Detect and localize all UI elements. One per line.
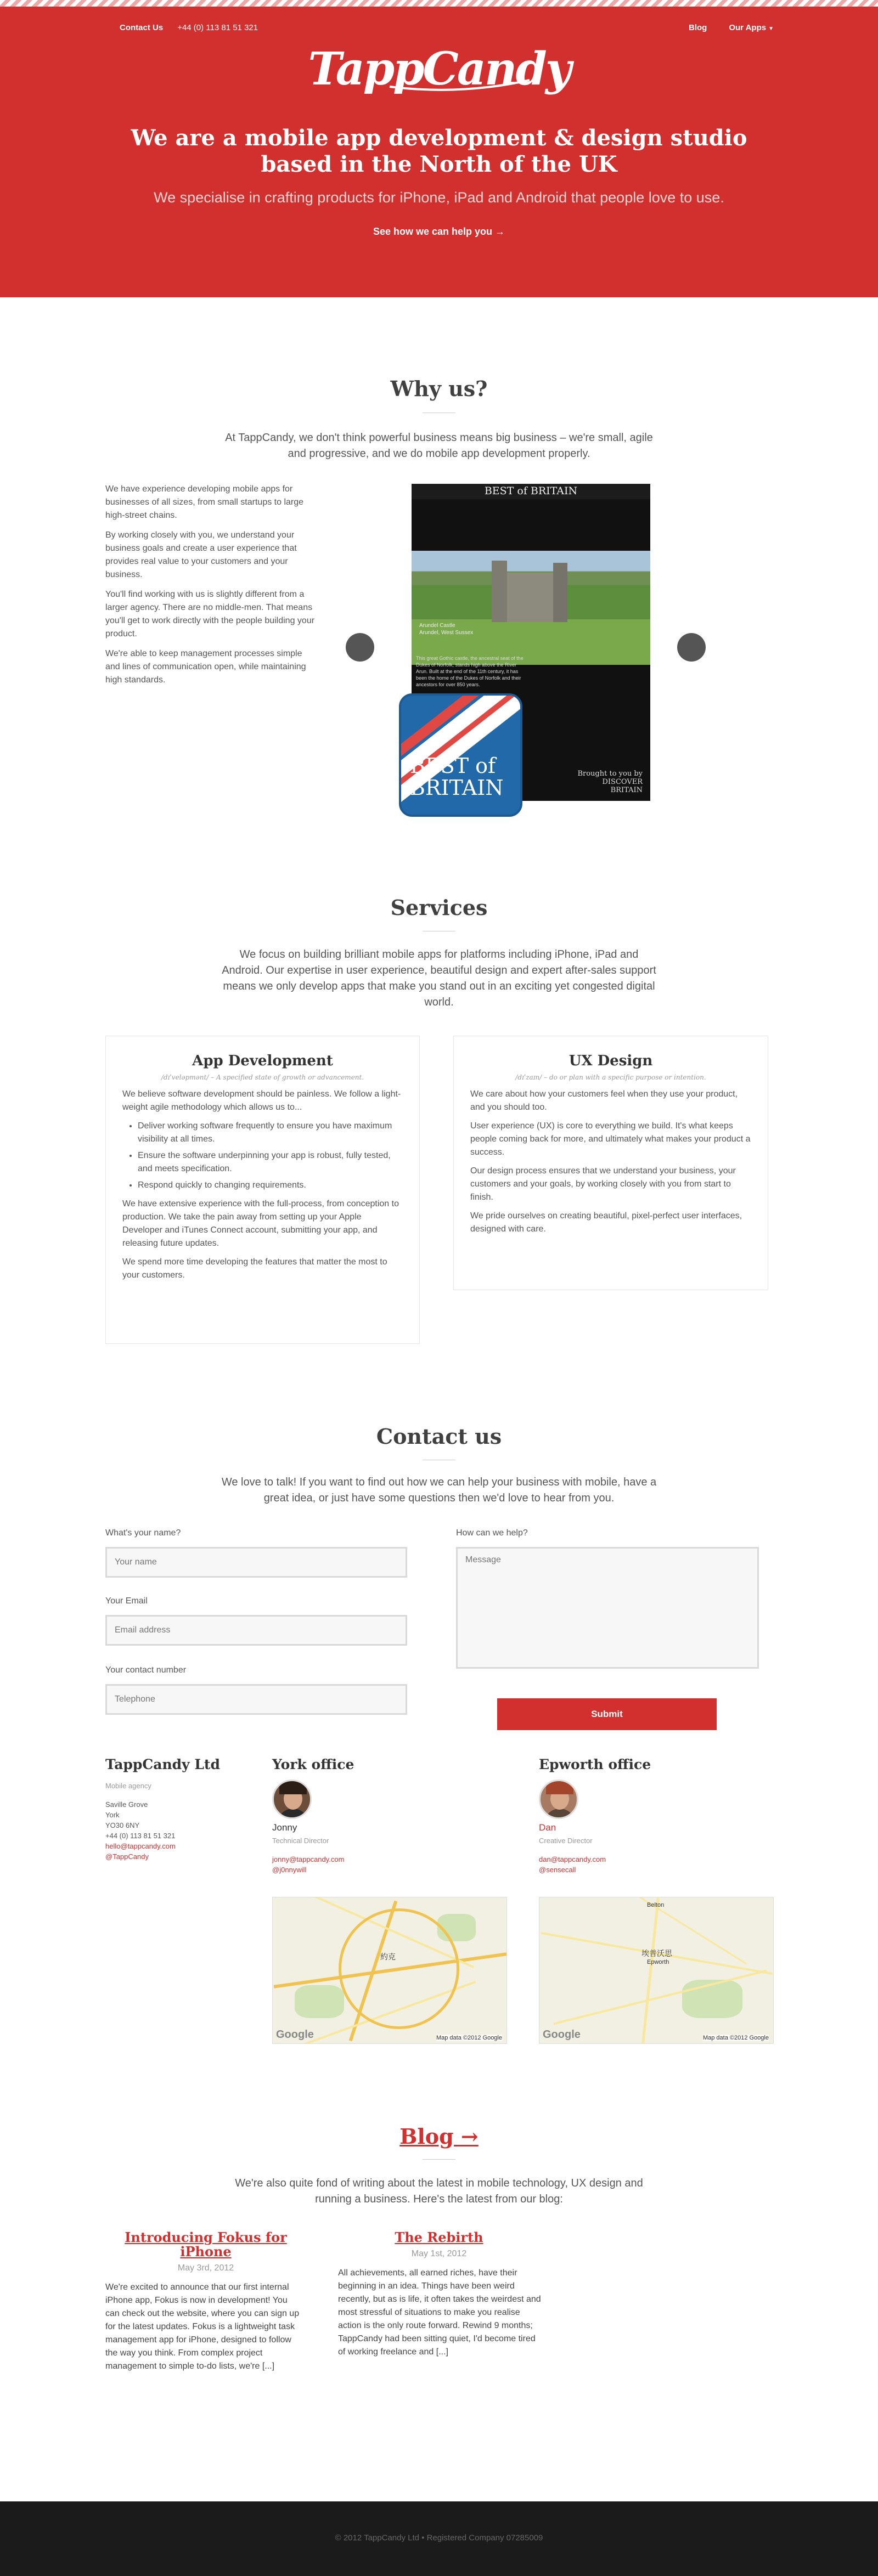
help-label: How can we help? xyxy=(456,1528,528,1538)
company-address xyxy=(105,1799,176,1862)
ux-design-text: We pride ourselves on creating beautiful, pixel-perfect user interfaces, designed with care. xyxy=(470,1211,742,1234)
hero-header xyxy=(0,0,878,297)
castle-illustration xyxy=(499,573,560,622)
blog-post-excerpt: All achievements, all earned riches, have their beginning in an idea. Things have been weird recently, but as is life, it often takes the weirdest and most stressful of situations to make you realise action is the only route forward. Rewind 9 months; TappCandy had been sitting quiet, I'd become tired of working freelance and [...] xyxy=(338,2268,541,2357)
map-town-label: Belton xyxy=(647,1902,665,1908)
avatar xyxy=(539,1780,578,1819)
message-textarea[interactable] xyxy=(456,1547,759,1669)
email-label: Your Email xyxy=(105,1596,148,1606)
ux-design-card xyxy=(453,1036,768,1290)
agile-benefits-list xyxy=(138,1120,403,1192)
name-label: What's your name? xyxy=(105,1528,181,1538)
blog-post-title-link[interactable]: The Rebirth xyxy=(395,2229,483,2245)
app-development-card xyxy=(105,1036,420,1344)
best-of-britain-app-icon xyxy=(399,693,522,817)
blog-lead: We're also quite fond of writing about the latest in mobile technology, UX design and running a business. Here's the latest from our blog: xyxy=(235,2177,643,2205)
epworth-twitter-link[interactable]: @sensecall xyxy=(539,1866,576,1874)
candy-stripe xyxy=(0,0,878,7)
post-title-line: iPhone xyxy=(180,2244,232,2259)
email-input[interactable] xyxy=(105,1615,407,1646)
phone-label: Your contact number xyxy=(105,1665,187,1675)
carousel-next-button[interactable] xyxy=(677,633,706,662)
showcase-header: BEST of BRITAIN xyxy=(412,484,650,499)
ux-design-text: User experience (UX) is core to everything we build. It's what keeps people coming back for more, and ultimately what makes your product a success. xyxy=(470,1121,751,1157)
nav-phone: +44 (0) 113 81 51 321 xyxy=(177,23,258,32)
chevron-down-icon: ▼ xyxy=(768,26,774,32)
footer-copyright: © 2012 TappCandy Ltd • Registered Company 07285009 xyxy=(335,2533,543,2543)
map-credit: Map data ©2012 Google xyxy=(702,2035,769,2041)
name-input[interactable] xyxy=(105,1547,407,1578)
page-footer xyxy=(0,2501,878,2576)
hero-title-line1: We are a mobile app development & design studio xyxy=(131,125,747,151)
ux-design-title: UX Design xyxy=(569,1053,653,1069)
contact-lead: We love to talk! If you want to find out how we can help your business with mobile, have a great idea, or just have some questions then we'd love to hear from you. xyxy=(221,1476,657,1504)
york-office-title: York office xyxy=(272,1756,354,1772)
company-name: TappCandy Ltd xyxy=(105,1756,220,1772)
address-line: Saville Grove xyxy=(105,1800,148,1809)
nav-apps-dropdown[interactable] xyxy=(729,23,774,32)
hero-subtitle: We specialise in crafting products for iPhone, iPad and Android that people love to use. xyxy=(154,189,724,206)
list-item: • Ensure the software underpinning your app is robust, fully tested, and meets specification. xyxy=(138,1149,403,1176)
google-logo: Google xyxy=(276,2029,314,2041)
york-person-role: Technical Director xyxy=(272,1837,329,1845)
blog-post-date: May 3rd, 2012 xyxy=(177,2263,234,2273)
app-icon-label xyxy=(410,755,504,799)
company-phone: +44 (0) 113 81 51 321 xyxy=(105,1832,176,1840)
epworth-person-name: Dan xyxy=(539,1822,556,1833)
why-us-lead: At TappCandy, we don't think powerful business means big business – we're small, agile and progressive, and we do mobile app development properly. xyxy=(225,432,653,460)
avatar xyxy=(272,1780,312,1819)
showcase-body: This great Gothic castle, the ancestral seat of the Dukes of Norfolk, stands high above the River Arun. Built at the end of the 11th century, it has been the home of the Dukes of Norfolk and their ancestors for over 850 years. xyxy=(416,656,524,687)
services-title: Services xyxy=(390,895,488,920)
map-credit: Map data ©2012 Google xyxy=(436,2035,502,2041)
epworth-office-title: Epworth office xyxy=(539,1756,651,1772)
hero-title-line2: based in the North of the UK xyxy=(261,151,617,177)
epworth-person-role: Creative Director xyxy=(539,1837,593,1845)
company-tagline: Mobile agency xyxy=(105,1782,151,1790)
blog-divider xyxy=(423,2159,455,2160)
phone-input[interactable] xyxy=(105,1684,407,1715)
app-development-text: We believe software development should be painless. We follow a light-weight agile methodology which allows us to... xyxy=(122,1089,401,1112)
map-park xyxy=(682,1980,742,2018)
blog-post-date: May 1st, 2012 xyxy=(411,2249,467,2258)
app-icon-line1: BEST of xyxy=(410,754,496,778)
app-development-definition: /dɪˈveləpmənt/ – A specified state of growth or advancement. xyxy=(161,1074,364,1081)
york-map[interactable] xyxy=(272,1897,507,2044)
blog-post-title-link[interactable] xyxy=(121,2230,291,2259)
york-person-name: Jonny xyxy=(272,1822,297,1833)
why-us-paragraph: By working closely with you, we understand your business goals and create a user experience that provides real value to your customers and your business. xyxy=(105,530,297,579)
app-icon-line2: BRITAIN xyxy=(410,776,504,800)
logo-swoosh-icon xyxy=(384,77,532,99)
company-email-link[interactable]: hello@tappcandy.com xyxy=(105,1842,176,1850)
post-title-line: Introducing Fokus for xyxy=(125,2229,287,2245)
showcase-caption: Arundel Castle Arundel, West Sussex xyxy=(419,623,474,636)
services-lead: We focus on building brilliant mobile apps for platforms including iPhone, iPad and Android. Our expertise in user experience, beautiful design and expert after-sales support means we only develop apps that make you stand out in an exciting yet congested digital world. xyxy=(222,948,656,1008)
ux-design-text: We care about how your customers feel when they use your product, and you should too. xyxy=(470,1089,738,1112)
why-us-title: Why us? xyxy=(390,376,488,401)
epworth-email-link[interactable]: dan@tappcandy.com xyxy=(539,1855,606,1863)
contact-title: Contact us xyxy=(376,1424,502,1449)
why-us-paragraph: We have experience developing mobile apps for businesses of all sizes, from small startups to large high-street chains. xyxy=(105,484,304,520)
company-twitter-link[interactable]: @TappCandy xyxy=(105,1852,149,1861)
why-us-paragraph: We're able to keep management processes simple and lines of communication open, while maintaining high standards. xyxy=(105,649,306,685)
app-development-title: App Development xyxy=(192,1053,333,1069)
map-road xyxy=(606,1897,747,1964)
hero-cta-link[interactable]: See how we can help you → xyxy=(373,226,505,237)
epworth-map[interactable] xyxy=(539,1897,774,2044)
blog-post-excerpt: We're excited to announce that our first internal iPhone app, Fokus is now in development! You can check out the website, where you can sign up for the latest updates. Fokus is a lightweight task management app for iPhone, designed to follow the way you think. From complex project management to simple to-do lists, we're [...] xyxy=(105,2283,300,2371)
app-development-text: We spend more time developing the features that matter the most to your customers. xyxy=(122,1257,387,1280)
carousel-prev-button[interactable] xyxy=(346,633,374,662)
list-item: • Deliver working software frequently to ensure you have maximum visibility at all times. xyxy=(138,1120,403,1146)
address-line: York xyxy=(105,1811,120,1819)
map-town-label: Epworth xyxy=(647,1959,669,1965)
tappcandy-logo[interactable]: TappCandy xyxy=(308,43,570,95)
top-nav xyxy=(0,23,878,35)
ux-design-text: Our design process ensures that we understand your business, your customers and your goals, by working closely with you from start to finish. xyxy=(470,1166,736,1202)
blog-title-link[interactable]: Blog → xyxy=(399,2124,479,2149)
nav-blog-link[interactable]: Blog xyxy=(688,23,707,32)
nav-apps-label: Our Apps xyxy=(729,23,767,32)
list-item: • Respond quickly to changing requirements. xyxy=(138,1179,403,1192)
nav-contact-link[interactable]: Contact Us xyxy=(120,23,164,32)
hero-title xyxy=(0,125,878,178)
york-twitter-link[interactable]: @j0nnywill xyxy=(272,1866,307,1874)
map-park xyxy=(295,1985,344,2018)
app-development-text: We have extensive experience with the full-process, from conception to production. We take the pain away from setting up your Apple Developer and iTunes Connect account, submitting your app, and releasing future updates. xyxy=(122,1199,399,1248)
york-email-link[interactable]: jonny@tappcandy.com xyxy=(272,1855,345,1863)
why-us-paragraph: You'll find working with us is slightly different from a larger agency. There are no middle-men. That means you'll get to work directly with the people building your product. xyxy=(105,590,315,639)
map-city-label: 約克 xyxy=(380,1952,396,1961)
map-ring-road xyxy=(339,1908,459,2029)
map-road xyxy=(641,1897,660,2044)
showcase-footer: Brought to you by DISCOVER BRITAIN xyxy=(577,770,643,794)
google-logo: Google xyxy=(543,2029,581,2041)
map-city-label: 埃普沃思 xyxy=(641,1949,672,1958)
castle-photo xyxy=(412,551,650,665)
address-line: YO30 6NY xyxy=(105,1821,140,1829)
why-us-text xyxy=(105,483,317,693)
ux-design-definition: /dɪˈzaɪn/ – do or plan with a specific purpose or intention. xyxy=(515,1074,706,1081)
submit-button[interactable]: Submit xyxy=(497,1698,717,1730)
